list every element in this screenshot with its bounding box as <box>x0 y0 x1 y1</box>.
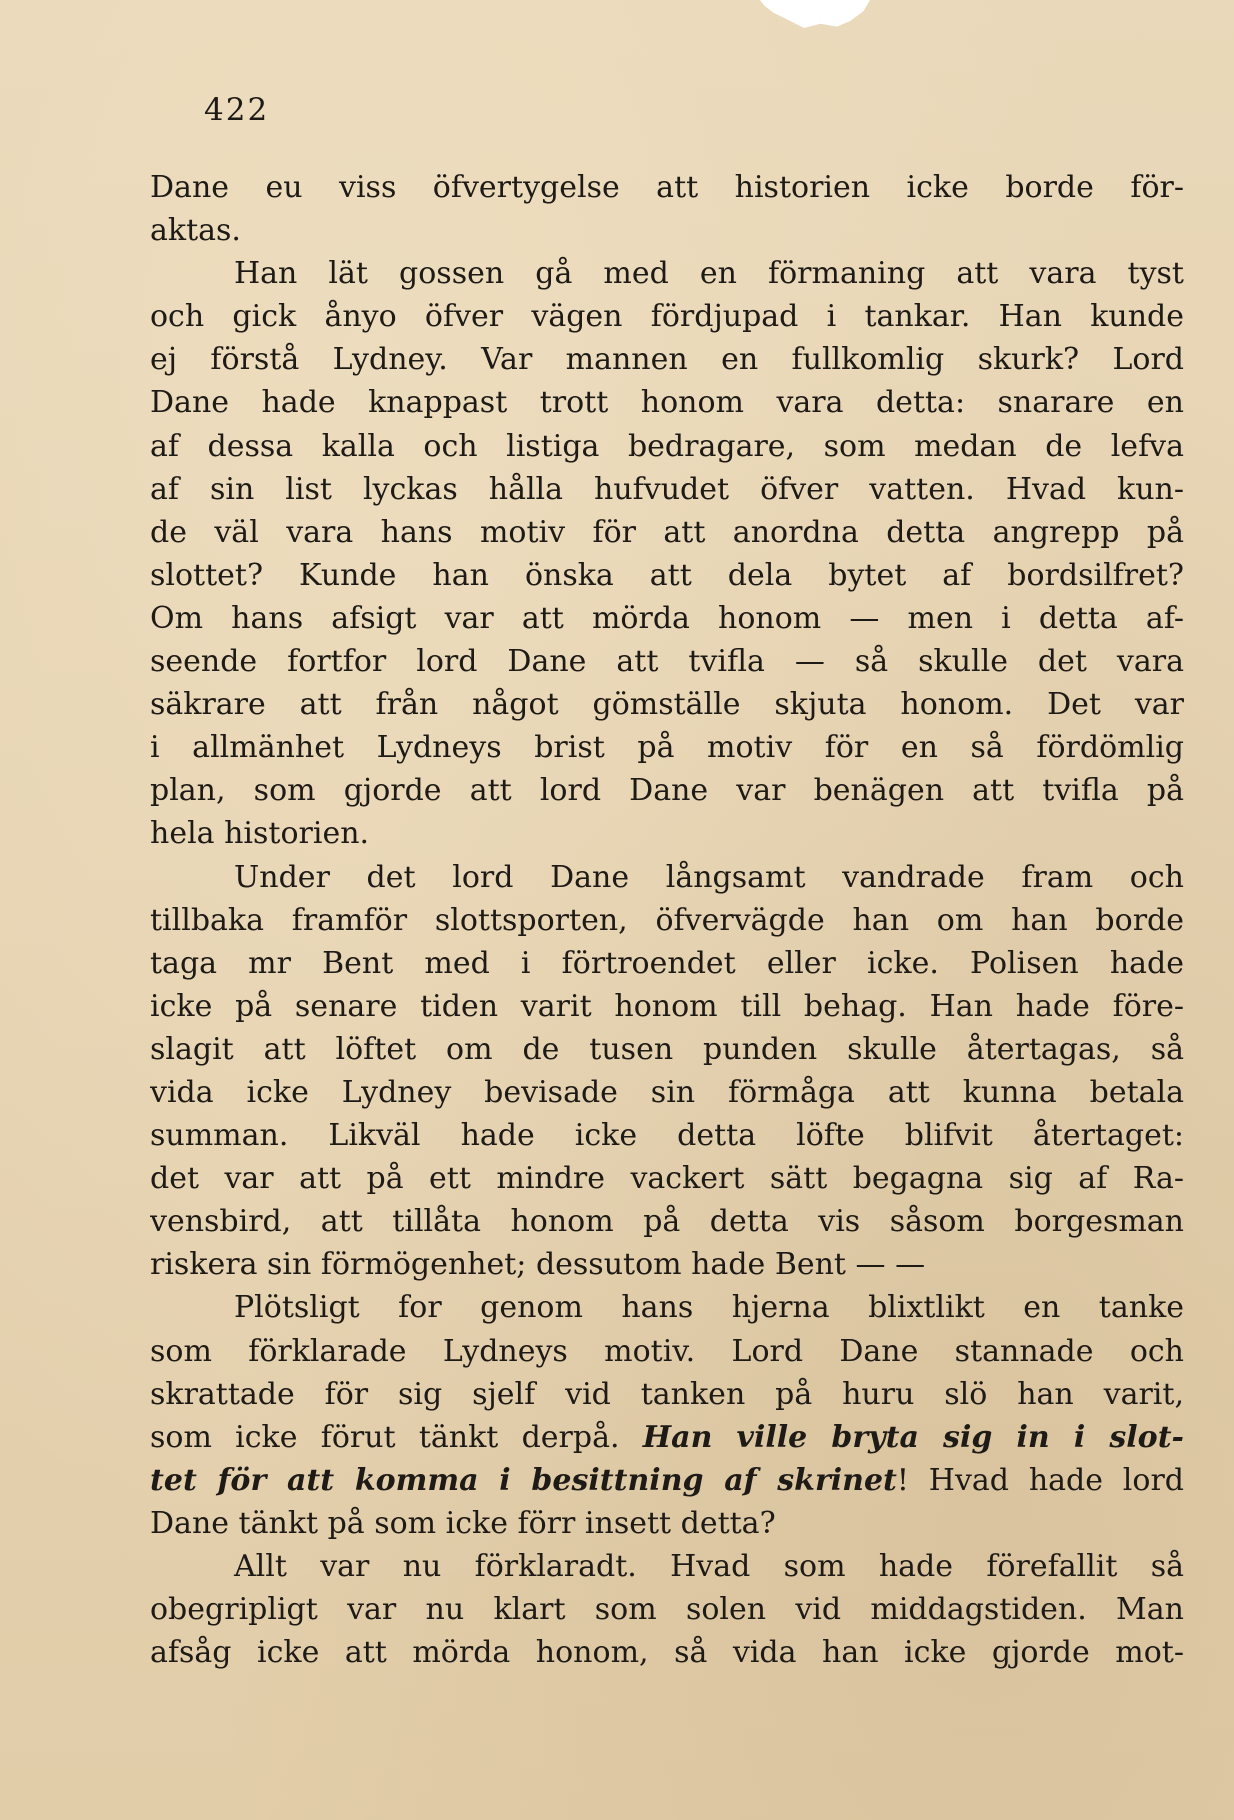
text-line: Dane tänkt på som icke förr insett detta? <box>150 1505 776 1541</box>
text-line: aktas. <box>150 213 241 249</box>
text-line: summan. Likväl hade icke detta löfte blifvit återtaget: <box>150 1118 1184 1154</box>
text-line: och gick ånyo öfver vägen fördjupad i tankar. Han kunde <box>150 299 1184 335</box>
text-line: Om hans afsigt var att mörda honom — men i detta af- <box>150 600 1184 636</box>
text-line: vensbird, att tillåta honom på detta vis såsom borgesman <box>150 1204 1184 1240</box>
text-line: slagit att löftet om de tusen punden skulle återtagas, så <box>150 1031 1184 1067</box>
text-line: i allmänhet Lydneys brist på motiv för en så fördömlig <box>150 730 1184 766</box>
text-line: plan, som gjorde att lord Dane var benägen att tvifla på <box>150 773 1184 809</box>
text-line: det var att på ett mindre vackert sätt begagna sig af Ra- <box>150 1161 1184 1197</box>
paragraph-start: Plötsligt for genom hans hjerna blixtlikt en tanke <box>234 1290 1184 1326</box>
text-line: icke på senare tiden varit honom till behag. Han hade före- <box>150 988 1184 1024</box>
italic-emphasis: tet för att komma i besittning af skrinet <box>150 1462 897 1498</box>
text-line: afsåg icke att mörda honom, så vida han icke gjorde mot- <box>150 1635 1184 1671</box>
text-line: säkrare att från något gömställe skjuta honom. Det var <box>150 687 1184 723</box>
text-line: slottet? Kunde han önska att dela bytet af bordsilfret? <box>150 557 1184 593</box>
paragraph-start: Han lät gossen gå med en förmaning att vara tyst <box>234 256 1184 292</box>
text-line: som förklarade Lydneys motiv. Lord Dane stannade och <box>150 1333 1184 1369</box>
text-line: taga mr Bent med i förtroendet eller icke. Polisen hade <box>150 945 1184 981</box>
page-number: 422 <box>204 92 270 128</box>
body-text <box>150 166 1184 1674</box>
paragraph-start: Allt var nu förklaradt. Hvad som hade förefallit så <box>234 1549 1184 1584</box>
text-line: obegripligt var nu klart som solen vid middagstiden. Man <box>150 1592 1184 1628</box>
torn-corner <box>760 0 870 28</box>
text-line: Dane eu viss öfvertygelse att historien icke borde för- <box>150 170 1184 205</box>
text-line: af dessa kalla och listiga bedragare, som medan de lefva <box>150 428 1184 464</box>
text-line: seende fortfor lord Dane att tvifla — så skulle det vara <box>150 644 1184 680</box>
text-line: de väl vara hans motiv för att anordna detta angrepp på <box>150 514 1184 550</box>
text-line: Dane hade knappast trott honom vara detta: snarare en <box>150 385 1184 421</box>
text-line: af sin list lyckas hålla hufvudet öfver vatten. Hvad kun- <box>150 471 1184 507</box>
text-line: ej förstå Lydney. Var mannen en fullkomlig skurk? Lord <box>150 342 1184 378</box>
text-line: skrattade för sig sjelf vid tanken på huru slö han varit, <box>150 1376 1184 1412</box>
italic-emphasis: Han ville bryta sig in i slot- <box>642 1419 1184 1455</box>
paragraph-start: Under det lord Dane långsamt vandrade fram och <box>234 859 1184 895</box>
text-line: som icke förut tänkt derpå. Han ville bryta sig in i slot- <box>150 1419 1184 1455</box>
text-line: tillbaka framför slottsporten, öfvervägde han om han borde <box>150 902 1184 938</box>
text-line: vida icke Lydney bevisade sin förmåga att kunna betala <box>150 1074 1184 1110</box>
text-line: riskera sin förmögenhet; dessutom hade Bent — — <box>150 1247 926 1283</box>
text-line: hela historien. <box>150 816 370 852</box>
text-line: tet för att komma i besittning af skrinet! Hvad hade lord <box>150 1462 1184 1498</box>
